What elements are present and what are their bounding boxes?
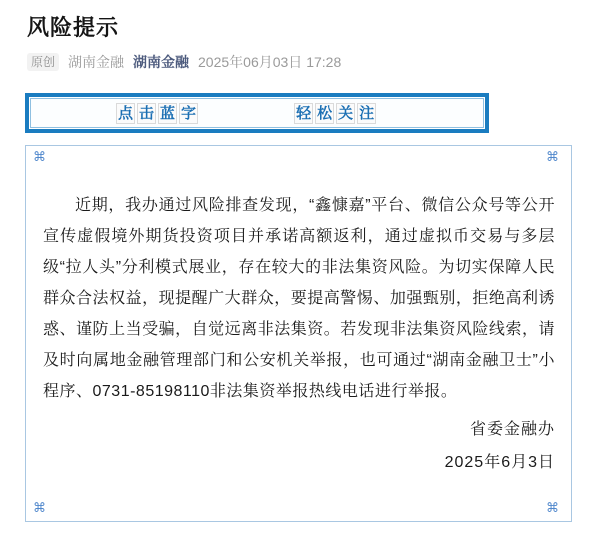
corner-mark-icon: ⌘	[33, 150, 46, 165]
follow-banner[interactable]	[25, 93, 489, 133]
banner-char: 字	[181, 103, 197, 122]
signature-org: 省委金融办	[469, 421, 555, 438]
notice-paragraph: 近期，我办通过风险排查发现，“鑫慷嘉”平台、微信公众号等公开宣传虚假境外期货投资项目并承诺高额返利，通过虚拟币交易与多层级“拉人头”分利模式展业，存在较大的非法集资风险。为切实保障人民群众合法权益，现提醒广大群众，要提高警惕、加强甄别，拒绝高利诱惑、谨防上当受骗，自觉远离非法集资。若发现非法集资风险线索，请及时向属地金融管理部门和公安机关举报，也可通过“湖南金融卫士”小程序、0731-85198110非法集资举报热线电话进行举报。	[43, 197, 555, 400]
banner-char: 关	[338, 103, 354, 122]
page-title: 风险提示	[27, 15, 120, 40]
publish-datetime: 2025年06月03日 17:28	[198, 54, 342, 70]
signature-block	[26, 413, 571, 479]
corner-mark-icon: ⌘	[546, 150, 559, 165]
banner-char: 注	[359, 103, 375, 122]
signature-date: 2025年6月3日	[444, 454, 555, 471]
account-link[interactable]: 湖南金融	[133, 54, 190, 70]
author-name: 湖南金融	[68, 54, 125, 70]
banner-char: 蓝	[160, 103, 176, 122]
byline	[27, 52, 341, 72]
banner-char: 点	[118, 103, 134, 122]
original-badge: 原创	[27, 53, 59, 71]
risk-notice-box	[25, 145, 572, 522]
banner-char: 击	[139, 103, 155, 122]
banner-char: 松	[317, 103, 333, 122]
follow-banner-inner	[30, 98, 484, 128]
banner-text-follow	[293, 103, 377, 124]
banner-char: 轻	[296, 103, 312, 122]
corner-mark-icon: ⌘	[546, 501, 559, 516]
corner-mark-icon: ⌘	[33, 501, 46, 516]
banner-text-click-blue	[115, 103, 199, 124]
